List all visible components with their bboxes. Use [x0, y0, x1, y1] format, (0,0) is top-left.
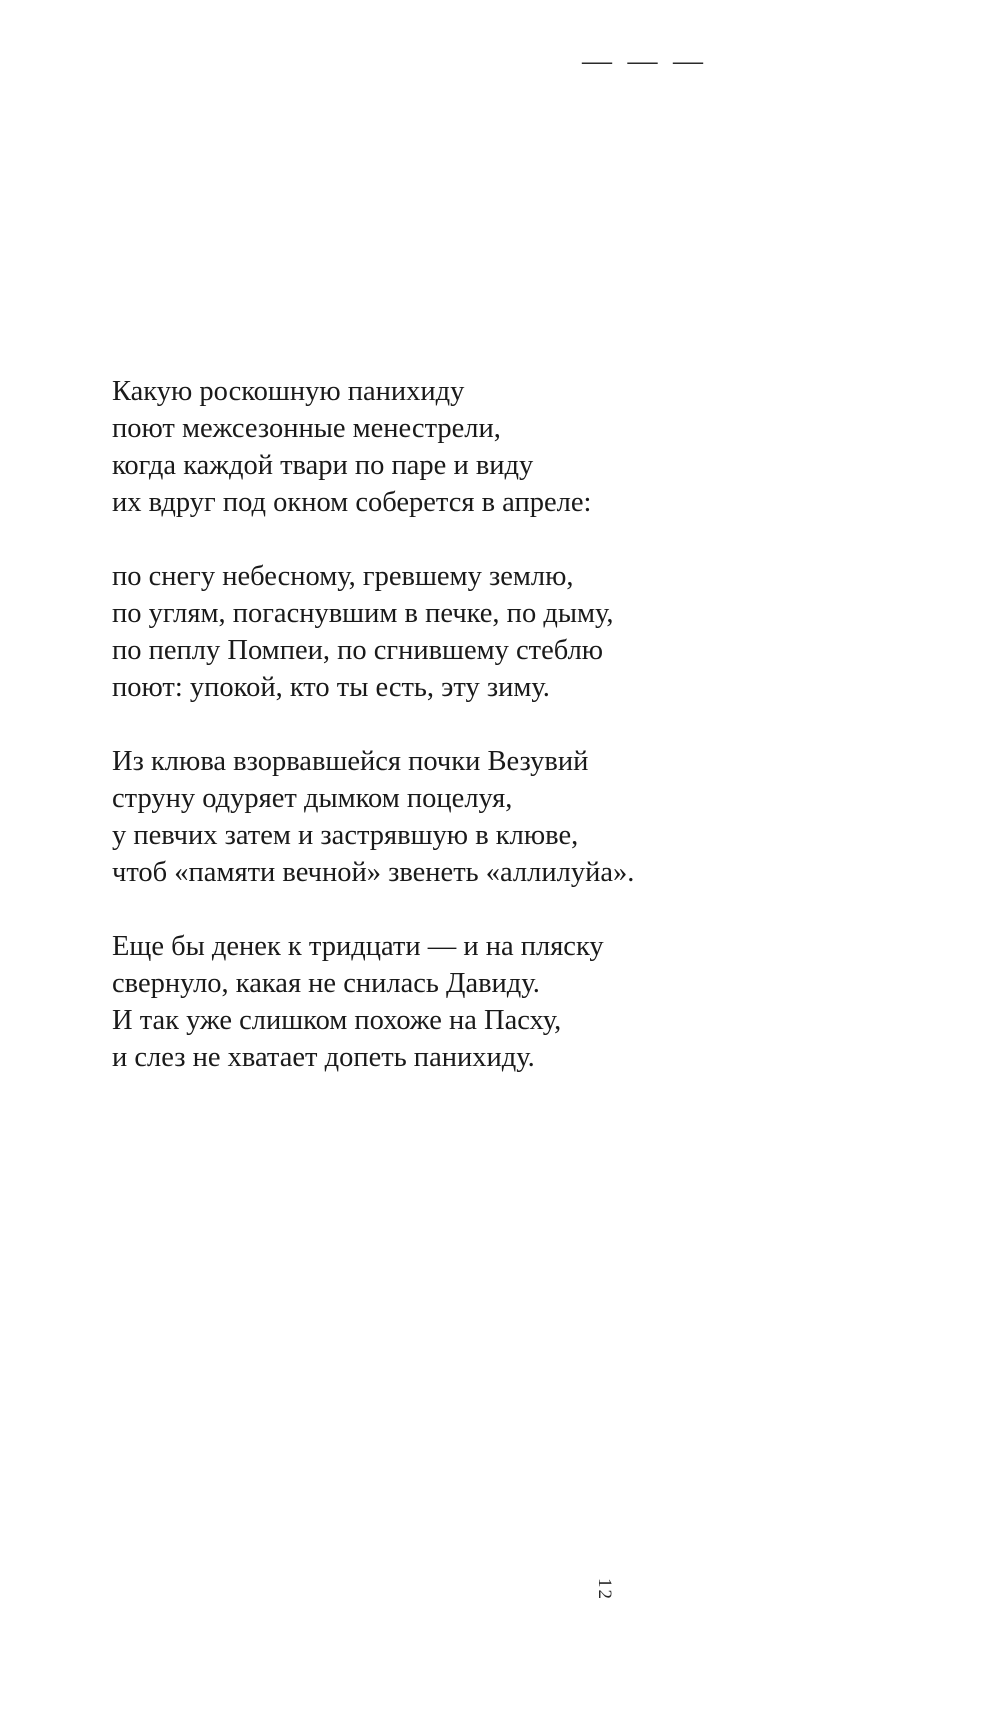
poem-line: и слез не хватает допеть панихиду. — [112, 1042, 535, 1073]
page-number: 12 — [594, 1578, 615, 1601]
poem-line: по снегу небесному, гревшему землю, — [112, 561, 574, 592]
poem-line: Еще бы денек к тридцати — и на пляску — [112, 931, 604, 962]
poem-line: свернуло, какая не снилась Давиду. — [112, 968, 540, 999]
poem-line: поют межсезонные менестрели, — [112, 413, 501, 444]
stanza-3 — [112, 743, 712, 891]
poem — [112, 373, 712, 1113]
header-dash-mark: — — — — [582, 44, 707, 77]
poem-line: у певчих затем и застрявшую в клюве, — [112, 820, 579, 851]
poem-line: Какую роскошную панихиду — [112, 376, 465, 407]
stanza-1 — [112, 373, 712, 521]
stanza-2 — [112, 558, 712, 706]
poem-line: И так уже слишком похоже на Пасху, — [112, 1005, 562, 1036]
stanza-4 — [112, 928, 712, 1076]
poem-line: поют: упокой, кто ты есть, эту зиму. — [112, 672, 550, 703]
poem-line: струну одуряет дымком поцелуя, — [112, 783, 513, 814]
poem-line: когда каждой твари по паре и виду — [112, 450, 534, 481]
poem-line: по пеплу Помпеи, по сгнившему стеблю — [112, 635, 604, 666]
poem-line: по углям, погаснувшим в печке, по дыму, — [112, 598, 614, 629]
poem-line: Из клюва взорвавшейся почки Везувий — [112, 746, 589, 777]
poem-line: чтоб «памяти вечной» звенеть «аллилуйа». — [112, 857, 635, 888]
poem-line: их вдруг под окном соберется в апреле: — [112, 487, 592, 518]
